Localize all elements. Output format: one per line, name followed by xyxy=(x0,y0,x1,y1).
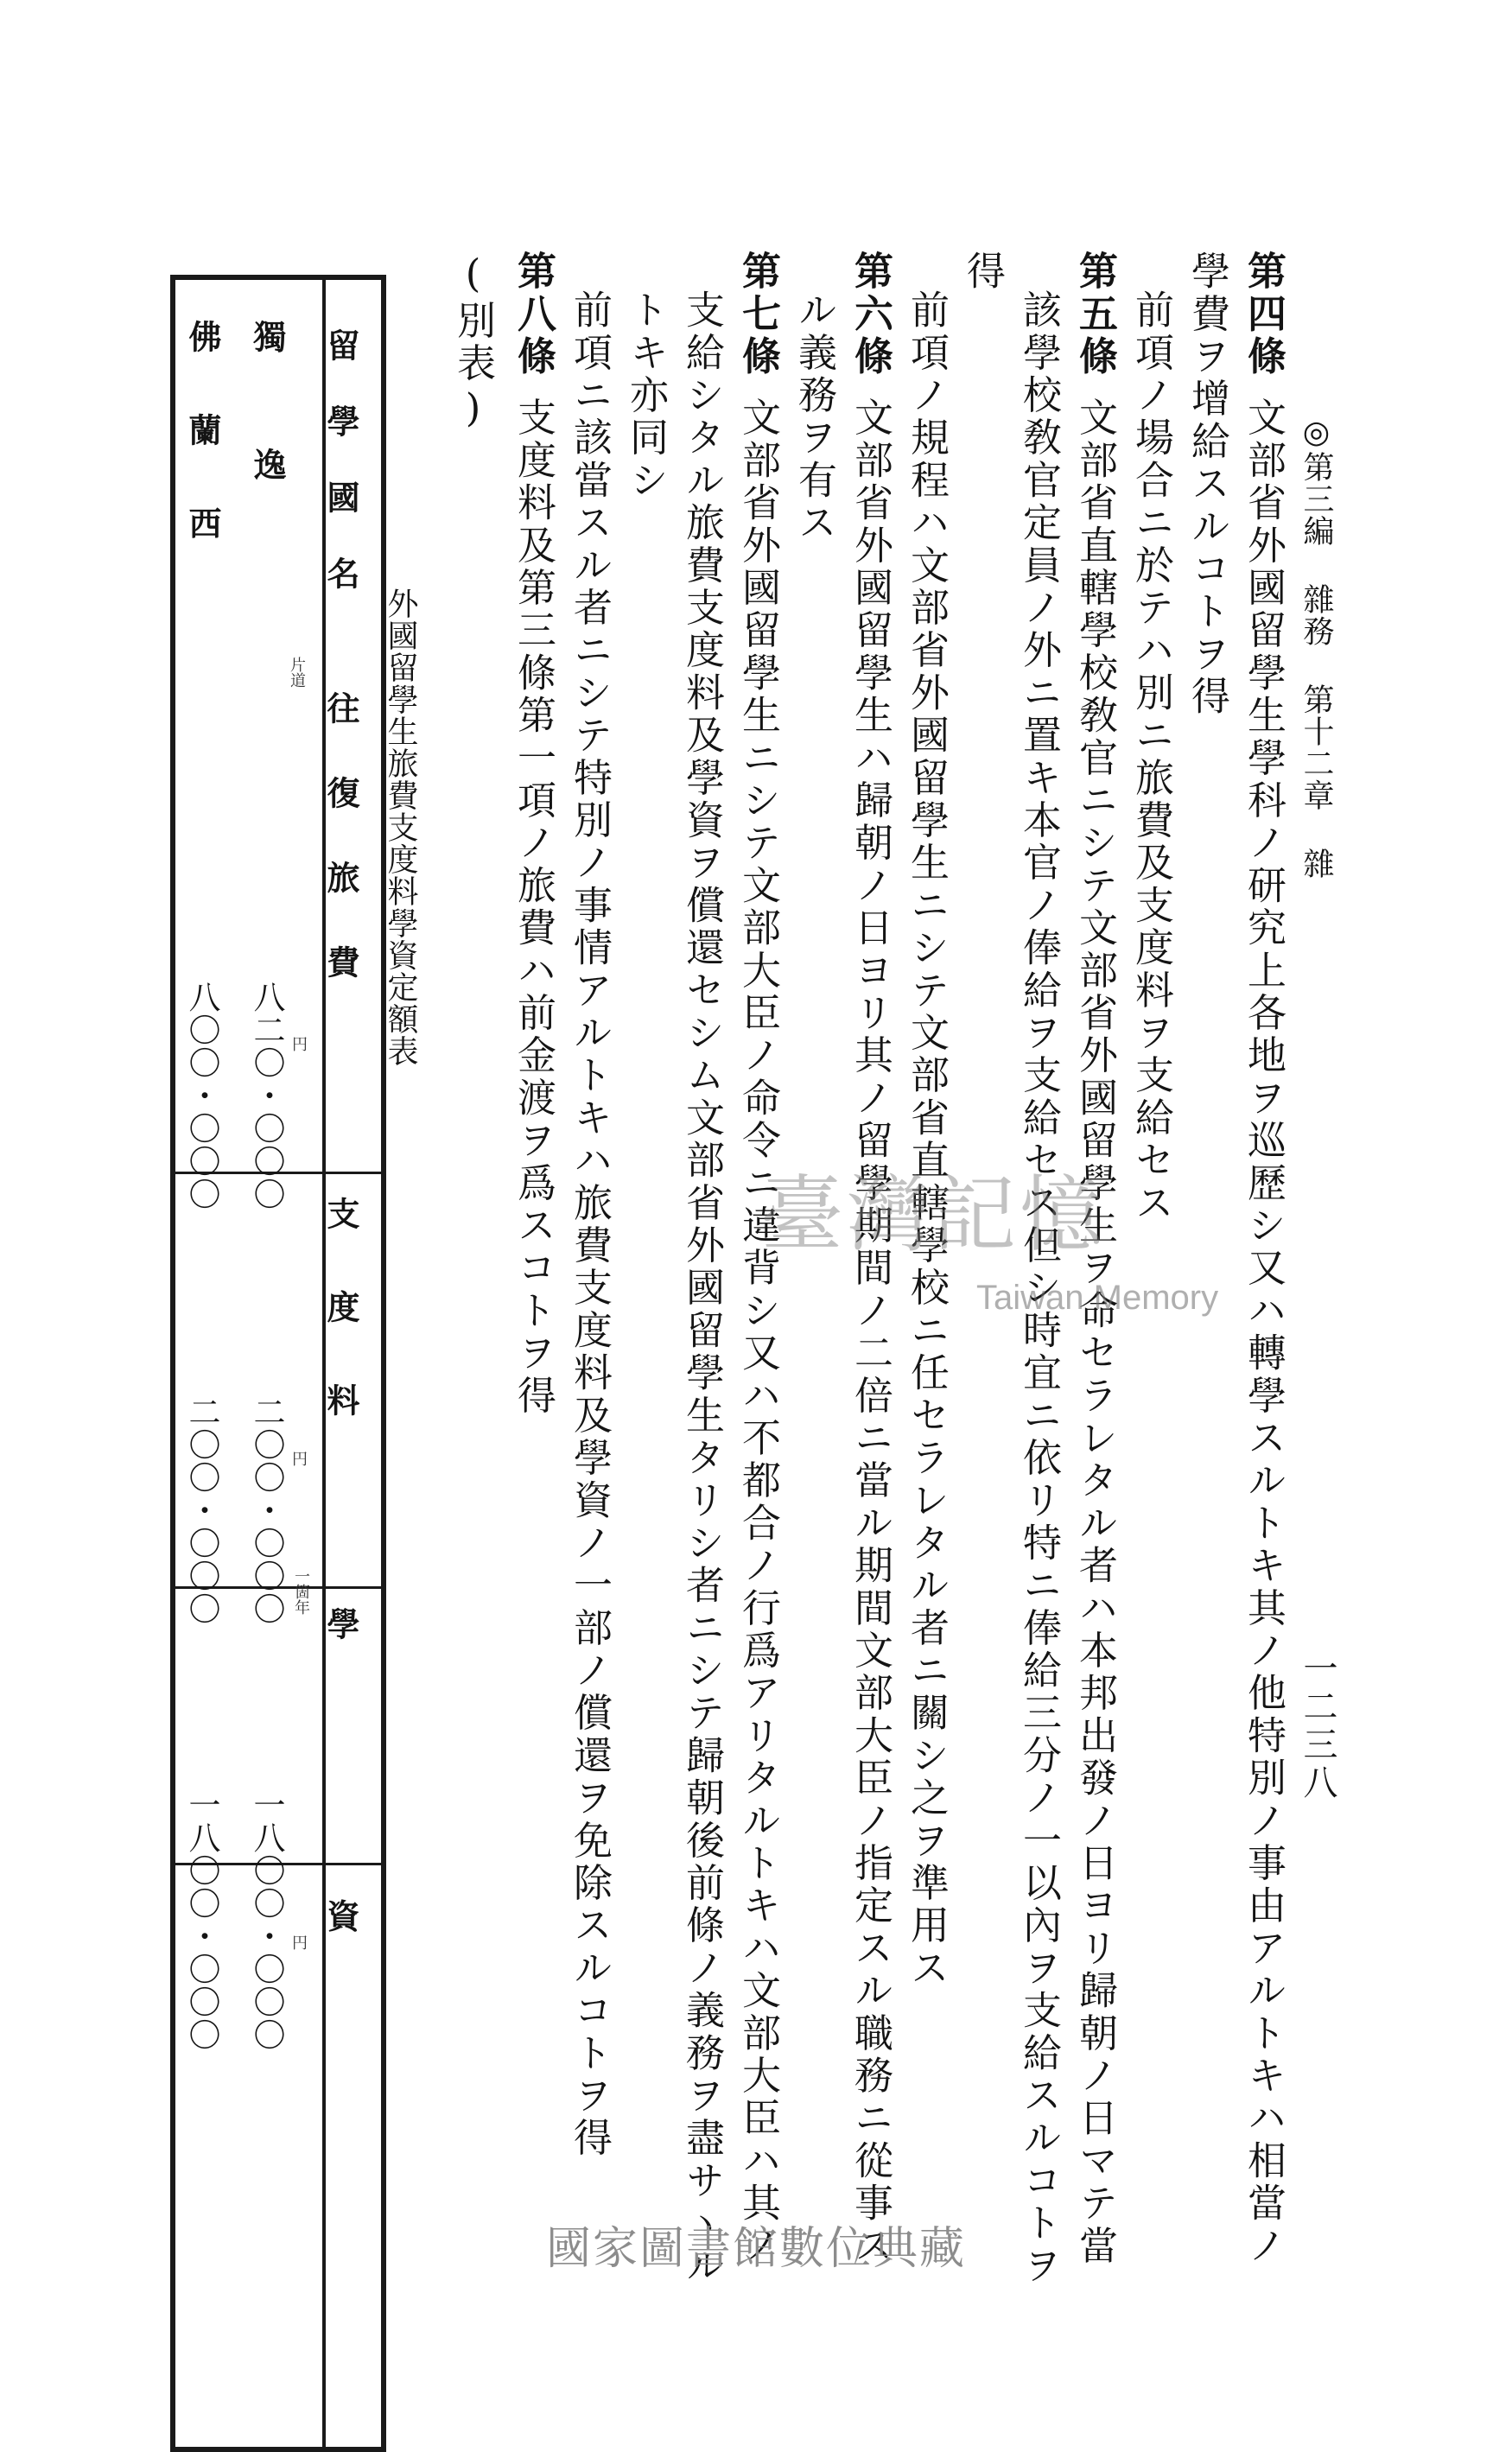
article-label: 第八條 xyxy=(511,251,556,378)
article-line xyxy=(1128,289,1174,1225)
article-text: 前項ノ規程ハ文部省外國留學生ニシテ文部省直轄學校ニ任セラレタル者ニ關シ之ヲ準用ス xyxy=(904,289,950,1990)
article-text: ル義務ヲ有ス xyxy=(791,289,837,545)
article-line xyxy=(791,289,837,545)
article-label: 第六條 xyxy=(848,251,893,378)
unit-note-yen: 円 xyxy=(292,1451,308,1469)
row-tuition-value: 一八〇〇・〇〇〇 xyxy=(248,1788,285,2051)
unit-note-yen: 円 xyxy=(292,1934,308,1953)
unit-note-oneway: 片道 xyxy=(288,657,306,688)
article-line xyxy=(1185,251,1230,719)
article-line xyxy=(511,251,556,1418)
library-footer: 國家圖書館數位典藏 xyxy=(545,2223,966,2275)
article-text: 文部省外國留學生ニシテ文部大臣ノ命令ニ違背シ又ハ不都合ノ行爲アリタルトキハ文部大臣ハ其ノ xyxy=(735,397,781,2268)
article-text: 支度料及第三條第一項ノ旅費ハ前金渡ヲ爲スコトヲ得 xyxy=(511,397,556,1418)
table-header-travel: 往復旅費 xyxy=(321,691,360,1030)
row-country: 佛蘭西 xyxy=(183,320,222,600)
unit-note-per-year: 一箇年 xyxy=(292,1568,310,1615)
article-text: 得 xyxy=(960,251,1006,294)
article-text: 文部省外國留學生ハ歸朝ノ日ヨリ其ノ留學期間ノ二倍ニ當ル期間文部大臣ノ指定スル職務ニ從事ス xyxy=(848,397,893,2268)
row-tuition-value: 一八〇〇・〇〇〇 xyxy=(183,1788,220,2051)
article-text: 文部省直轄學校敎官ニシテ文部省外國留學生ヲ命セラレタル者ハ本邦出發ノ日ヨリ歸朝ノ日マテ當 xyxy=(1072,397,1118,2268)
article-line xyxy=(960,251,1006,294)
row-travel-value: 八〇〇・〇〇〇 xyxy=(183,981,220,1210)
article-text: 該學校敎官定員ノ外ニ置キ本官ノ俸給ヲ支給セス但シ時宜ニ依リ特ニ俸給三分ノ一以內ヲ支給スルコトヲ xyxy=(1016,289,1062,2288)
row-travel-value: 八二〇・〇〇〇 xyxy=(248,981,285,1210)
article-line xyxy=(1241,251,1286,2268)
article-text: 支給シタル旅費支度料及學資ヲ償還セシム文部省外國留學生タリシ者ニシテ歸朝後前條ノ義務ヲ盡サヽル xyxy=(679,289,725,2288)
table-header-tuition: 學資 xyxy=(321,1607,360,2191)
article-line xyxy=(567,289,613,2160)
article-text: トキ亦同シ xyxy=(623,289,669,502)
watermark-logo: 臺灣記憶 xyxy=(760,1166,1106,1263)
article-label: 第四條 xyxy=(1241,251,1286,378)
table-header-country: 留學國名 xyxy=(321,328,360,632)
article-line xyxy=(623,289,669,502)
table-title: 外國留學生旅費支度料學資定額表 xyxy=(383,588,418,1067)
row-country: 獨逸 xyxy=(248,320,287,575)
article-label: 第七條 xyxy=(735,251,781,378)
article-line xyxy=(679,289,725,2288)
annex-label-text: (別表) xyxy=(450,251,496,435)
unit-note-yen: 円 xyxy=(292,1036,308,1054)
row-outfit-value: 二〇〇・〇〇〇 xyxy=(248,1395,285,1625)
page-number: 一二三八 xyxy=(1298,1650,1337,1802)
table-header-outfit: 支度料 xyxy=(321,1197,360,1477)
article-text: 前項ノ場合ニ於テハ別ニ旅費及支度料ヲ支給セス xyxy=(1128,289,1174,1225)
watermark-subtitle: Taiwan Memory xyxy=(976,1279,1219,1317)
article-text: 前項ニ該當スル者ニシテ特別ノ事情アルトキハ旅費支度料及學資ノ一部ノ償還ヲ免除スルコトヲ得 xyxy=(567,289,613,2160)
running-head: ◎第三編 雜務 第十二章 雜 xyxy=(1299,415,1334,880)
row-outfit-value: 二〇〇・〇〇〇 xyxy=(183,1395,220,1625)
article-line xyxy=(904,289,950,1990)
article-label: 第五條 xyxy=(1072,251,1118,378)
annex-label xyxy=(450,251,496,435)
article-text: 學費ヲ增給スルコトヲ得 xyxy=(1185,251,1230,719)
article-text: 文部省外國留學生學科ノ研究上各地ヲ巡歷シ又ハ轉學スルトキ其ノ他特別ノ事由アルトキハ相當ノ xyxy=(1241,397,1286,2268)
